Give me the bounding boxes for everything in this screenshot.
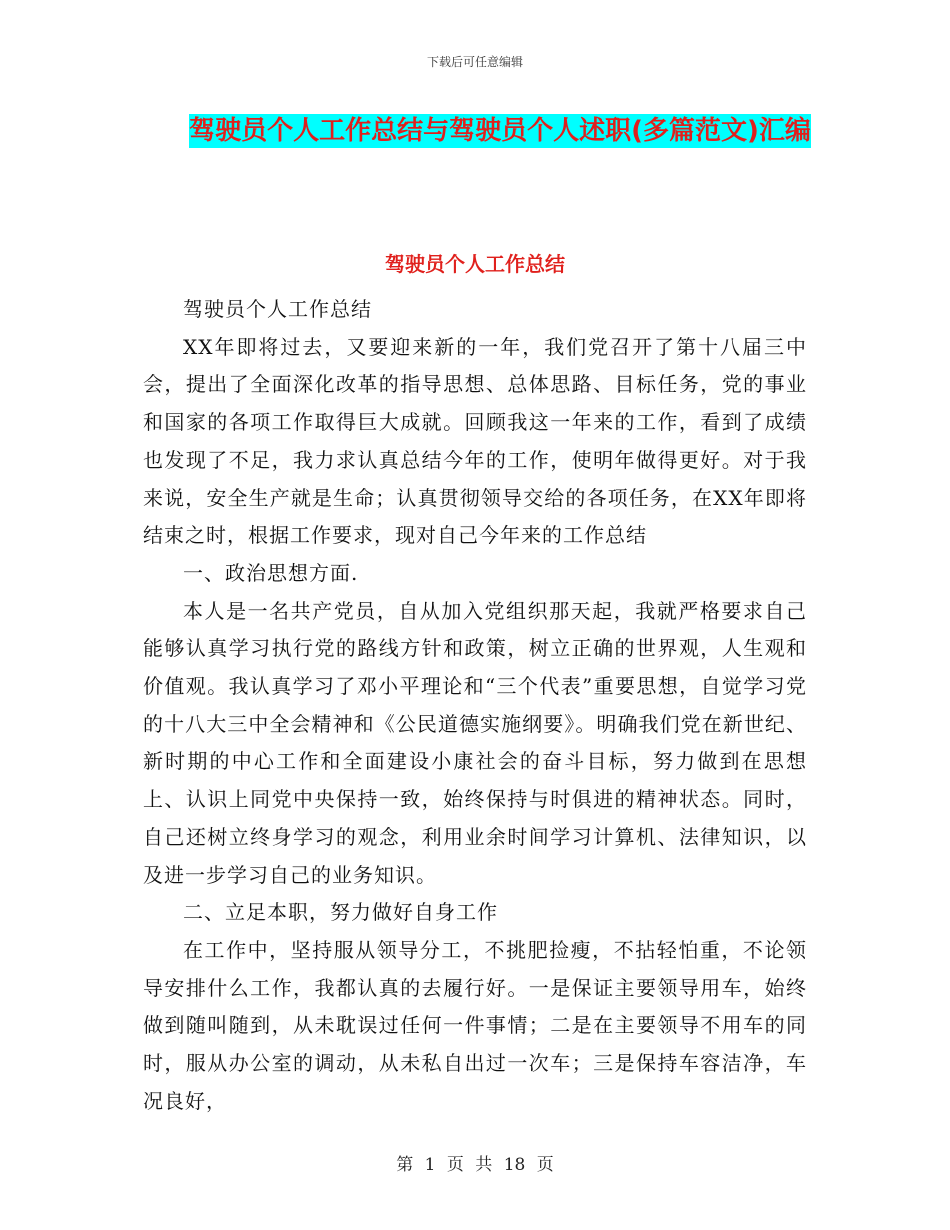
header-note: 下载后可任意编辑: [426, 55, 523, 69]
paragraph: 本人是一名共产党员，自从加入党组织那天起，我就严格要求自己能够认真学习执行党的路线方针和政策，树立正确的世界观，人生观和价值观。我认真学习了邓小平理论和“三个代表”重要思想，自觉学习党的十八大三中全会精神和《公民道德实施纲要》。明确我们党在新世纪、新时期的中心工作和全面建设小康社会的奋斗目标，努力做到在思想上、认识上同党中央保持一致，始终保持与时俱进的精神状态。同时，自己还树立终身学习的观念，利用业余时间学习计算机、法律知识，以及进一步学习自己的业务知识。: [143, 598, 807, 887]
document-title-text: 驾驶员个人工作总结与驾驶员个人述职(多篇范文)汇编: [189, 116, 811, 146]
paragraph: 驾驶员个人工作总结: [183, 297, 372, 321]
paragraph: XX年即将过去，又要迎来新的一年，我们党召开了第十八届三中会，提出了全面深化改革的指导思想、总体思路、目标任务，党的事业和国家的各项工作取得巨大成就。回顾我这一年来的工作，看到了成绩也发现了不足，我力求认真总结今年的工作，使明年做得更好。对于我来说，安全生产就是生命；认真贯彻领导交给的各项任务，在XX年即将结束之时，根据工作要求，现对自己今年来的工作总结: [143, 334, 807, 548]
body-text: [143, 291, 807, 1120]
paragraph: 在工作中，坚持服从领导分工，不挑肥捡瘦，不拈轻怕重，不论领导安排什么工作，我都认真的去履行好。一是保证主要领导用车，始终做到随叫随到，从未耽误过任何一件事情；二是在主要领导不用车的同时，服从办公室的调动，从未私自出过一次车；三是保持车容洁净，车况良好，: [143, 937, 807, 1113]
page-footer: 第 1 页 共 18 页: [396, 1155, 554, 1175]
section-title: 驾驶员个人工作总结: [385, 252, 565, 276]
paragraph-heading: 二、立足本职，努力做好自身工作: [183, 900, 498, 925]
paragraph-heading: 一、政治思想方面.: [183, 560, 359, 585]
document-title: [150, 108, 850, 154]
